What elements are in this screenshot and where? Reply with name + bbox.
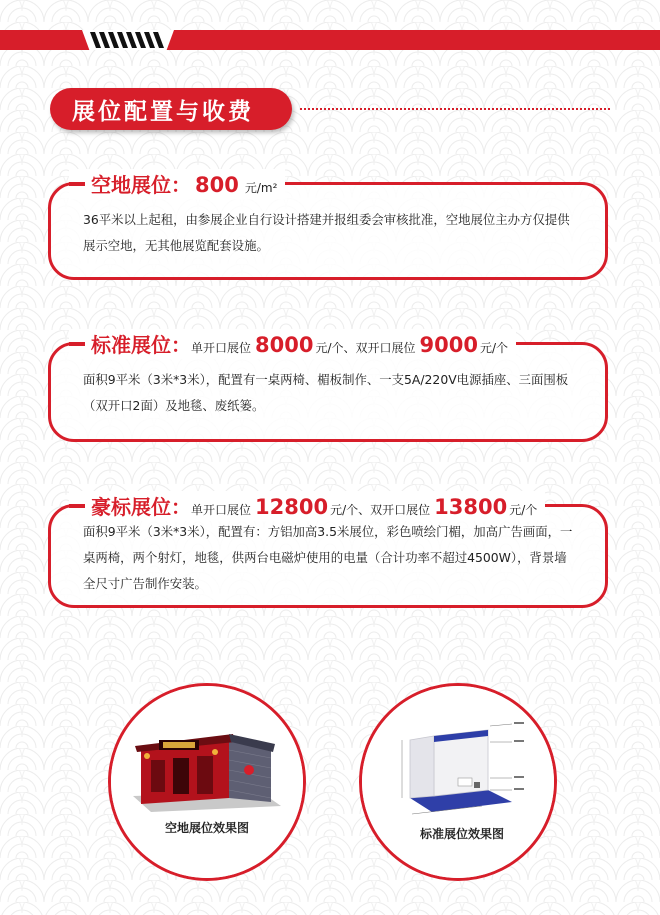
booth-type-label: 空地展位： [91,173,191,197]
booth-type-label: 豪标展位： [91,495,191,519]
card-description: 面积9平米（3米*3米），配置有一桌两椅、楣板制作、一支5A/220V电源插座、三面围板（双开口2面）及地毯、废纸篓。 [83,372,569,413]
double-opening-label: 双开口展位 [355,341,416,355]
title-dotted-line [300,108,610,110]
price-separator: 、 [358,503,371,517]
header-dash [69,504,85,508]
booth-price-unit: 元/m² [244,181,278,195]
single-opening-unit: 元/个 [330,503,359,517]
card-description: 36平米以上起租，由参展企业自行设计搭建并报组委会审核批准，空地展位主办方仅提供展示空地，无其他展览配套设施。 [83,212,570,253]
card-header [69,329,516,359]
double-opening-label: 双开口展位 [370,503,431,517]
booth-price: 800 [195,173,239,197]
card-space-booth [48,173,608,280]
card-standard-booth [48,333,608,442]
single-opening-price: 8000 [255,333,314,357]
double-opening-unit: 元/个 [509,503,538,517]
space-booth-photo [108,683,306,881]
single-opening-label: 单开口展位 [191,503,252,517]
space-booth-caption: 空地展位效果图 [164,821,249,835]
card-header [69,169,285,199]
double-opening-price: 9000 [419,333,478,357]
price-separator: 、 [343,341,356,355]
double-opening-price: 13800 [434,495,508,519]
top-decor-bar [0,30,660,50]
standard-booth-photo [359,683,557,881]
card-deluxe-booth [48,495,608,608]
stripes-icon [86,32,170,48]
double-opening-unit: 元/个 [480,341,509,355]
standard-booth-caption: 标准展位效果图 [419,827,504,841]
header-dash [69,182,85,186]
single-opening-label: 单开口展位 [191,341,252,355]
standard-booth-rendering-image [362,686,554,878]
section-title: 展位配置与收费 [50,88,292,130]
space-booth-rendering-image [111,686,303,878]
single-opening-price: 12800 [255,495,329,519]
card-header [69,491,545,521]
booth-type-label: 标准展位： [91,333,191,357]
single-opening-unit: 元/个 [315,341,344,355]
header-dash [69,342,85,346]
card-description: 面积9平米（3米*3米），配置有：方铝加高3.5米展位，彩色喷绘门楣，加高广告画面，一桌两椅，两个射灯，地毯，供两台电磁炉使用的电量（合计功率不超过4500W），背景墙全尺寸广告制作安装。 [83,524,573,591]
